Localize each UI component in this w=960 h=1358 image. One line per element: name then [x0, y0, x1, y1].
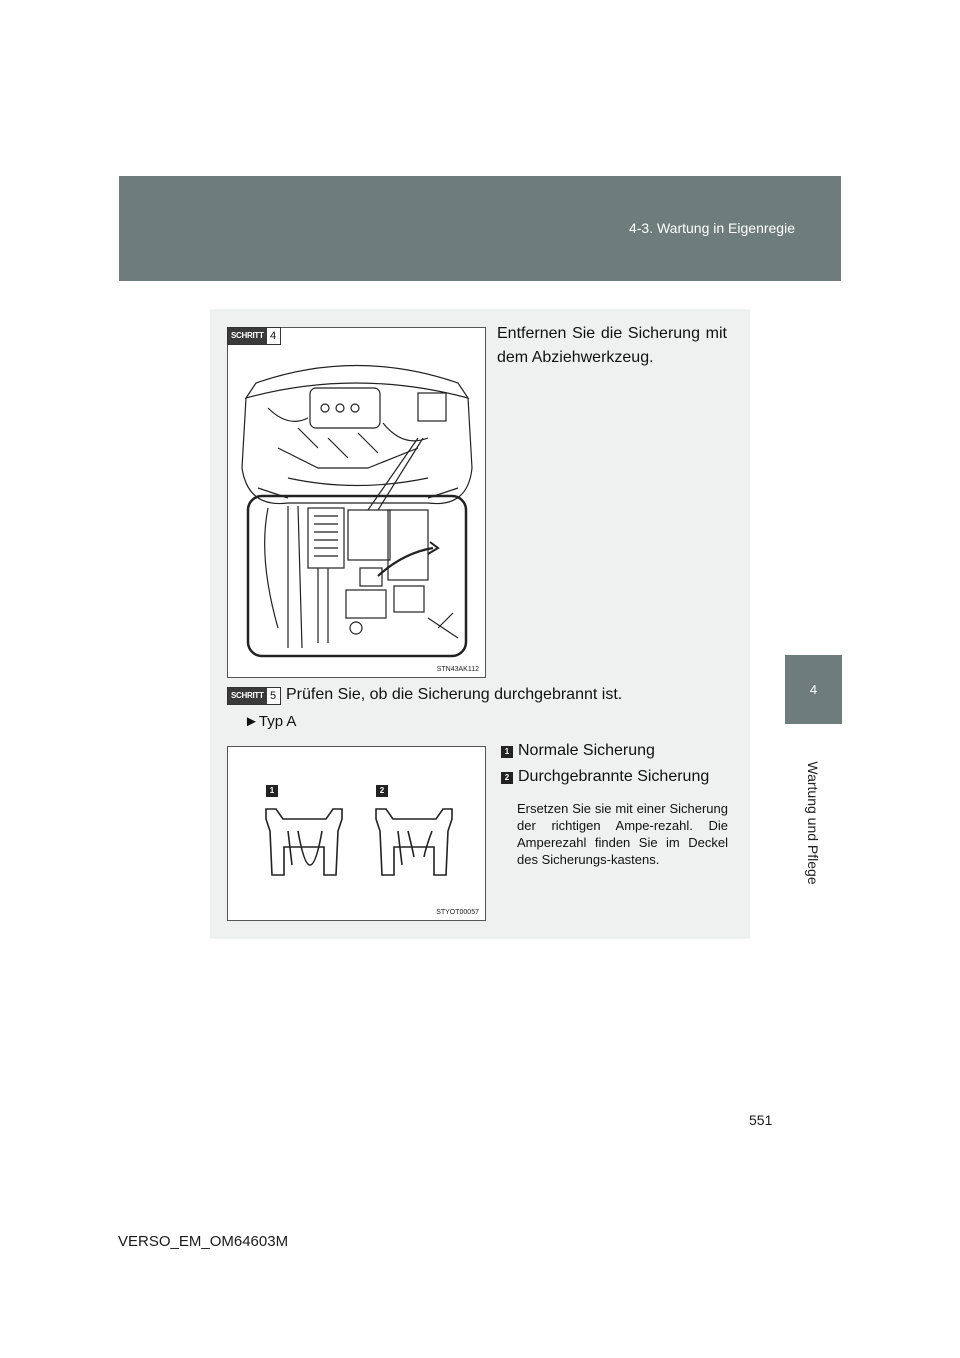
legend-normal-fuse: Normale Sicherung	[518, 742, 655, 759]
page-number: 551	[749, 1112, 773, 1128]
callout-1: 1	[266, 785, 278, 797]
replacement-note: Ersetzen Sie sie mit einer Sicherung der richtigen Ampe-rezahl. Die Amperezahl finden Sie im Deckel des Sicherungs-kastens.	[517, 801, 728, 867]
step-5-badge	[227, 687, 281, 705]
legend-number: 2	[501, 772, 513, 784]
step-4-badge	[227, 327, 281, 345]
engine-fuse-box-illustration	[227, 327, 486, 678]
section-title: 4-3. Wartung in Eigenregie	[628, 220, 795, 236]
legend-number: 1	[501, 746, 513, 758]
fuse-comparison-illustration	[227, 746, 486, 921]
step-badge-word: SCHRITT	[228, 688, 267, 704]
step-badge-number: 5	[270, 690, 277, 702]
legend-blown-fuse: Durchgebrannte Sicherung	[518, 768, 710, 785]
type-a-label: Typ A	[258, 713, 297, 730]
header-band	[119, 176, 841, 281]
step-badge-number: 4	[270, 330, 277, 342]
figure-code: STYOT00057	[436, 909, 479, 916]
document-code: VERSO_EM_OM64603M	[118, 1233, 289, 1250]
chapter-tab: 4	[785, 655, 842, 724]
chapter-label: Wartung und Pflege	[805, 761, 821, 885]
type-a-heading	[244, 710, 296, 734]
figure-code: STN43AK112	[436, 666, 479, 673]
step-5-text: Prüfen Sie, ob die Sicherung durchgebrannt ist.	[286, 686, 623, 703]
step-4-text: Entfernen Sie die Sicherung mit dem Abziehwerkzeug.	[497, 325, 727, 366]
callout-2: 2	[376, 785, 388, 797]
step-badge-word: SCHRITT	[228, 328, 267, 344]
triangle-arrow-icon: ►	[244, 713, 259, 730]
